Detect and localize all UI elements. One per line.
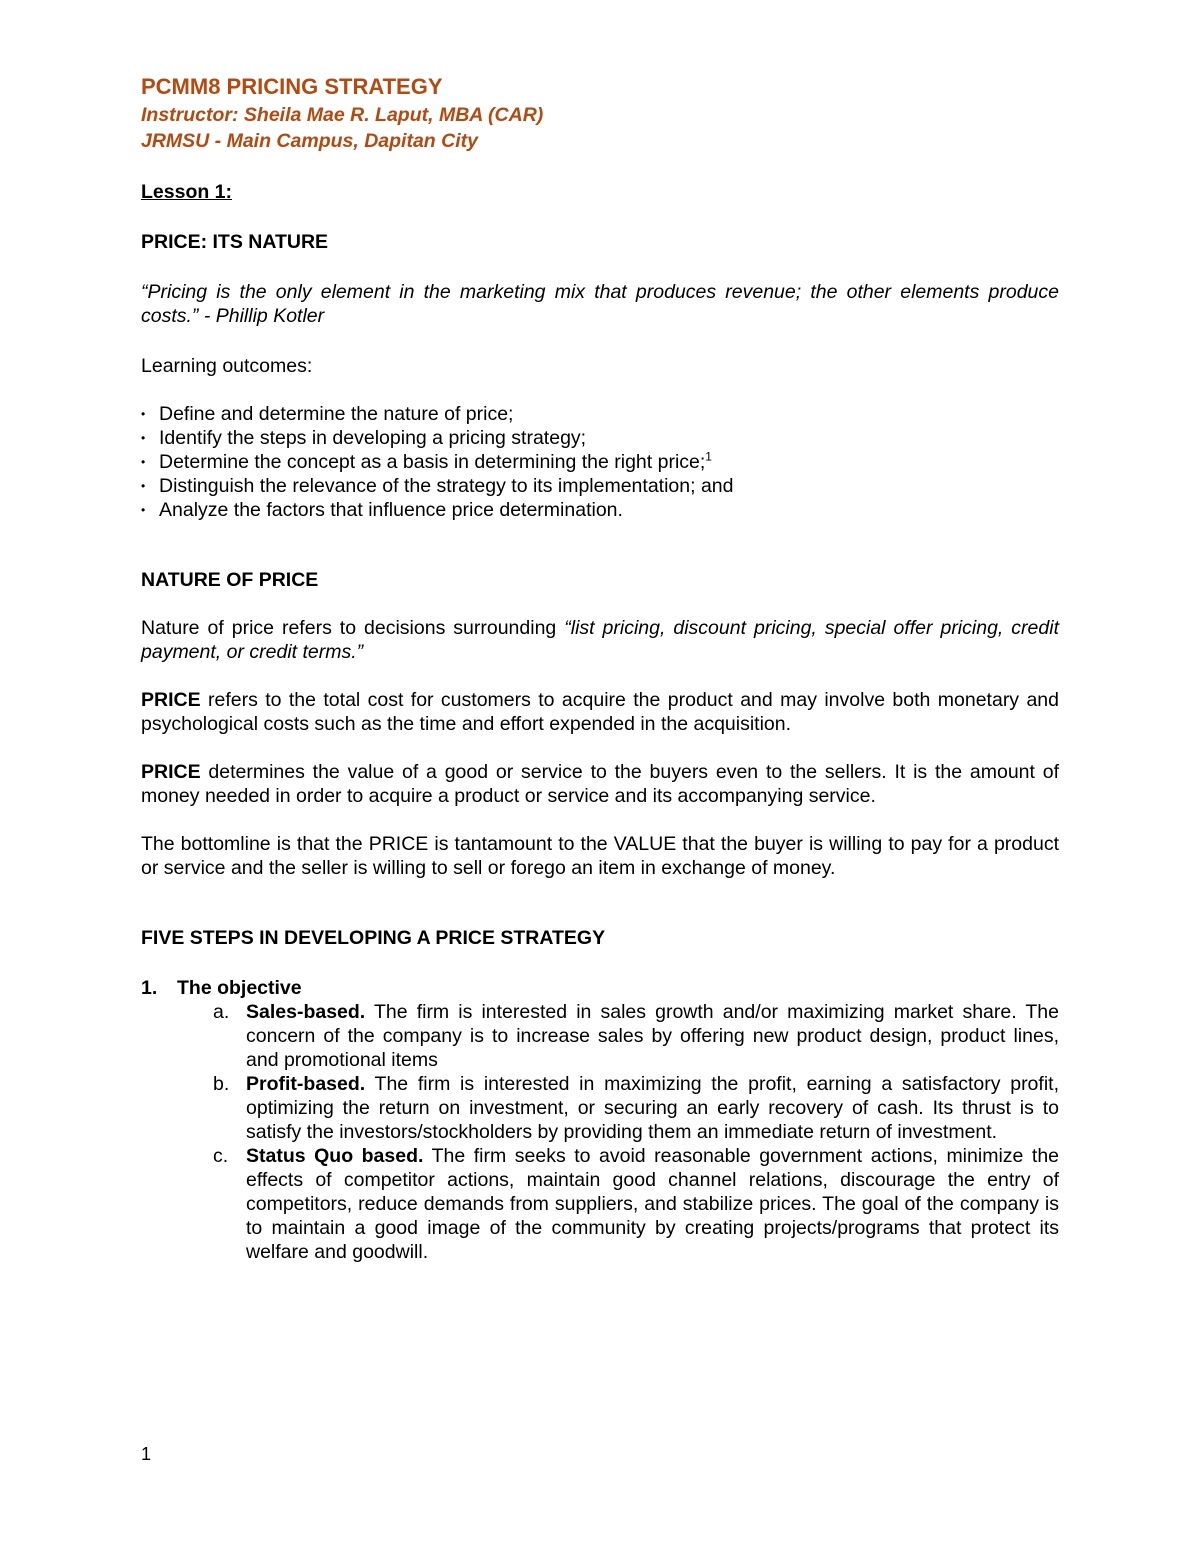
- kotler-quote: “Pricing is the only element in the marketing mix that produces revenue; the other elements produce costs.” - Phillip Kotler: [141, 281, 1059, 327]
- section-heading-price-nature: PRICE: ITS NATURE: [141, 231, 329, 253]
- list-item: a. Sales-based. The firm is interested in sales growth and/or maximizing market share. The concern of the company is to increase sales by offering new product design, product lines, and promotional items: [213, 1001, 1059, 1071]
- list-item: • Determine the concept as a basis in determining the right price;$^1$: [141, 449, 712, 473]
- paragraph-price-cost: PRICE refers to the total cost for customers to acquire the product and may involve both monetary and psychological costs such as the time and effort expended in the acquisition.: [141, 689, 1059, 735]
- footnote-marker: 1: [705, 449, 712, 464]
- list-item: • Identify the steps in developing a pricing strategy;: [141, 427, 587, 449]
- step-1-heading: 1. The objective: [141, 977, 302, 999]
- page-number: 1: [141, 1444, 152, 1464]
- list-item: c. Status Quo based. The firm seeks to avoid reasonable government actions, minimize the effects of competitor actions, maintain good channel relations, discourage the entry of competitors, reduce demands from suppliers, and stabilize prices. The goal of the company is to maintain a good image of the community by creating projects/programs that protect its welfare and goodwill.: [213, 1145, 1060, 1263]
- lesson-label: Lesson 1:: [141, 181, 233, 203]
- paragraph-nature-of-price: Nature of price refers to decisions surrounding “list pricing, discount pricing, special offer pricing, credit payment, or credit terms.”: [141, 617, 1059, 663]
- bullet-icon: •: [141, 455, 146, 469]
- bullet-icon: •: [141, 479, 146, 493]
- section-heading-five-steps: FIVE STEPS IN DEVELOPING A PRICE STRATEGY: [141, 927, 606, 949]
- section-heading-nature-of-price: NATURE OF PRICE: [141, 569, 319, 591]
- instructor-line: Instructor: Sheila Mae R. Laput, MBA (CAR): [141, 104, 544, 126]
- learning-outcomes-list: [141, 402, 1059, 522]
- list-item: b. Profit-based. The firm is interested in maximizing the profit, earning a satisfactory profit, optimizing the return on investment, or securing an early recovery of cash. Its thrust is to satisfy the investors/stockholders by providing them an immediate return of investment.: [213, 1073, 1059, 1143]
- list-item: • Analyze the factors that influence price determination.: [141, 499, 623, 521]
- bullet-icon: •: [141, 503, 146, 517]
- list-item: • Distinguish the relevance of the strategy to its implementation; and: [141, 475, 734, 497]
- bullet-icon: •: [141, 431, 146, 445]
- list-item: • Define and determine the nature of price;: [141, 403, 514, 425]
- course-title: PCMM8 PRICING STRATEGY: [141, 74, 443, 99]
- objective-types-list: [141, 1000, 1059, 1264]
- paragraph-price-value: PRICE determines the value of a good or service to the buyers even to the sellers. It is the amount of money needed in order to acquire a product or service and its accompanying service.: [141, 761, 1059, 807]
- bullet-icon: •: [141, 407, 146, 421]
- paragraph-bottomline: The bottomline is that the PRICE is tantamount to the VALUE that the buyer is willing to pay for a product or service and the seller is willing to sell or forego an item in exchange of money.: [141, 833, 1059, 879]
- campus-line: JRMSU - Main Campus, Dapitan City: [141, 130, 478, 152]
- page-content: [141, 72, 1059, 1264]
- learning-outcomes-label: Learning outcomes:: [141, 355, 313, 377]
